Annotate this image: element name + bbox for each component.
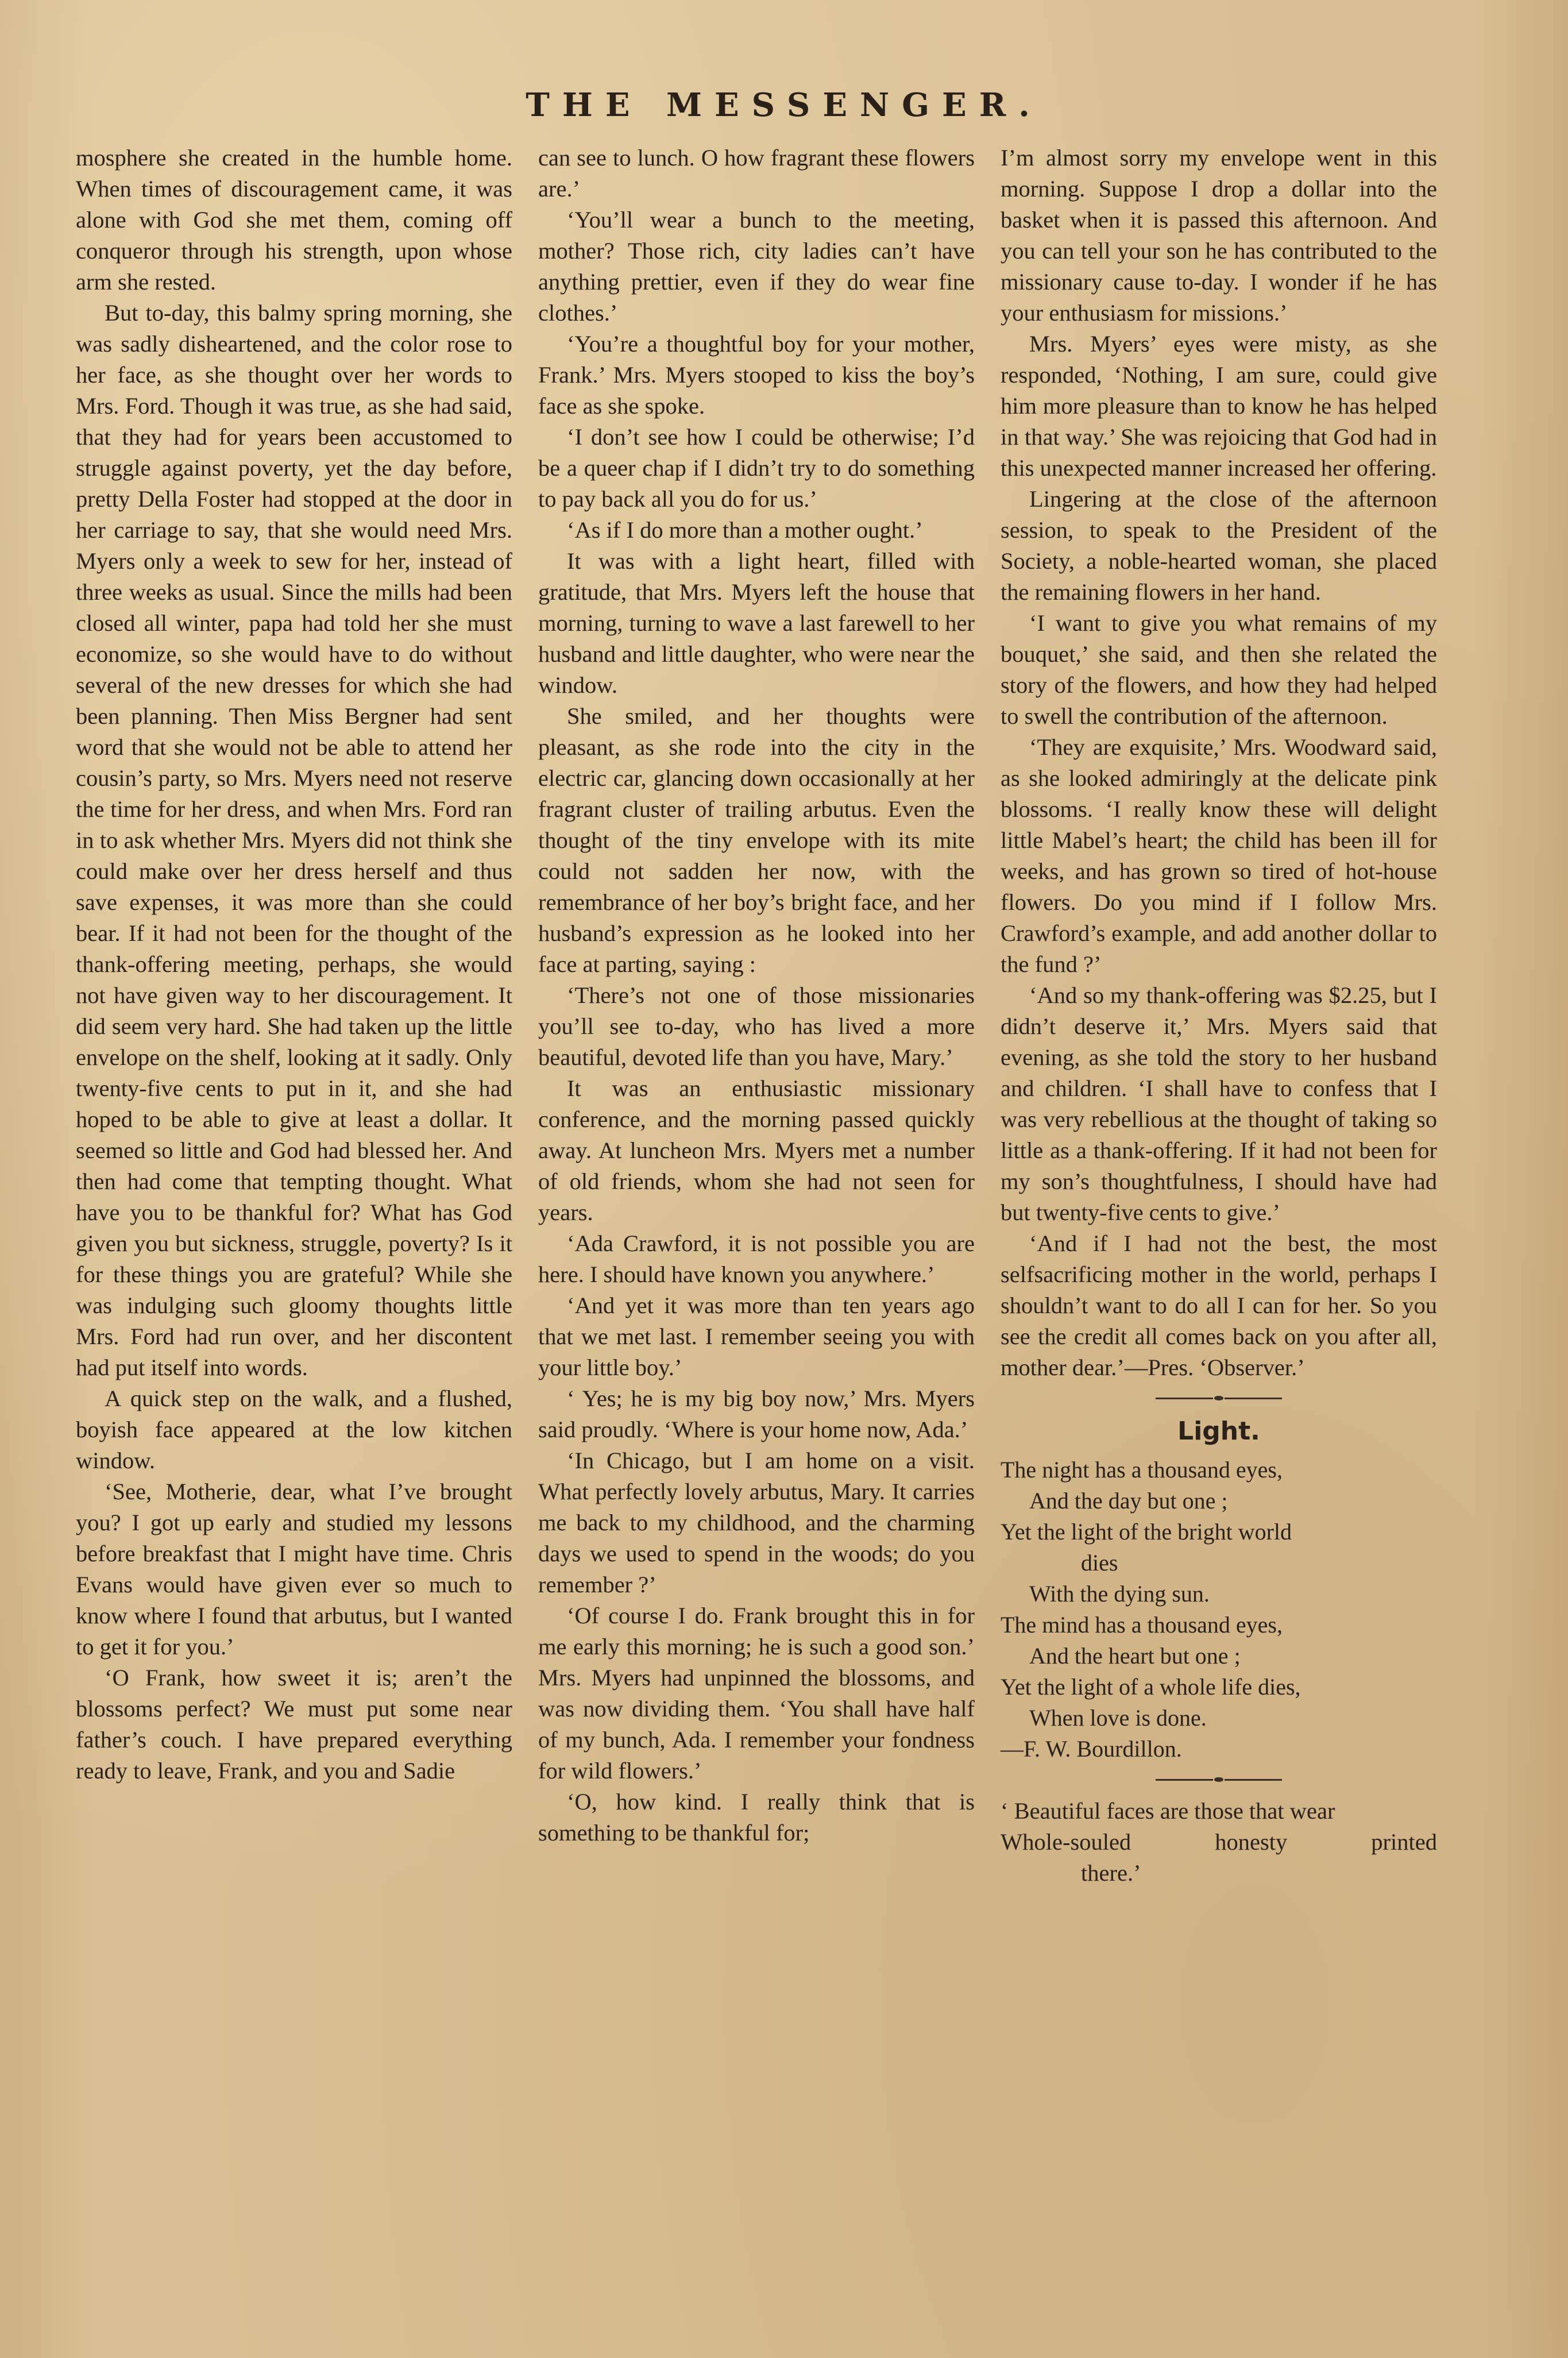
paragraph: mosphere she created in the humble home. When times of discouragement came, it was alone with God she met them, coming off conqueror through his strength, upon whose arm she rested. xyxy=(76,145,512,295)
paragraph: I’m almost sorry my envelope went in this morning. Suppose I drop a dollar into the basket when it is passed this afternoon. And you can tell your son he has contributed to the missionary cause to-day. I wonder if he has your enthusiasm for missions.’ xyxy=(1001,145,1437,326)
paragraph: ‘You’re a thoughtful boy for your mother, Frank.’ Mrs. Myers stooped to kiss the boy’s face as she spoke. xyxy=(538,331,975,419)
paragraph: ‘ Yes; he is my big boy now,’ Mrs. Myers said proudly. ‘Where is your home now, Ada.’ xyxy=(538,1386,975,1442)
column-3-text xyxy=(1001,142,1437,1383)
poem-title: Light. xyxy=(1177,1417,1260,1446)
paragraph: Lingering at the close of the afternoon session, to speak to the President of the Society, a noble-hearted woman, she placed the remaining flowers in her hand. xyxy=(1001,486,1437,605)
section-divider xyxy=(1001,1768,1437,1791)
quote-line: there.’ xyxy=(1081,1860,1141,1886)
poem-line: The mind has a thousand eyes, xyxy=(1001,1612,1283,1638)
paragraph: ‘O, how kind. I really think that is something to be thankful for; xyxy=(538,1789,975,1846)
poem-line: dies xyxy=(1081,1550,1118,1576)
poem-line: With the dying sun. xyxy=(1029,1581,1210,1607)
paragraph: ‘As if I do more than a mother ought.’ xyxy=(567,517,923,543)
paragraph: A quick step on the walk, and a flushed, boyish face appeared at the low kitchen window. xyxy=(76,1386,512,1473)
paragraph: ‘See, Motherie, dear, what I’ve brought you? I got up early and studied my lessons before breakfast that I might have time. Chris Evans would have given ever so much to know where I found that arbutus, but I wanted to get it for you.’ xyxy=(76,1479,512,1660)
poem-line: The night has a thousand eyes, xyxy=(1001,1457,1283,1483)
column-2 xyxy=(538,142,975,2268)
paragraph: She smiled, and her thoughts were pleasant, as she rode into the city in the electric car, glancing down occasionally at her fragrant cluster of trailing arbutus. Even the thought of the tiny envelope with its mite could not sadden her now, with the remembrance of her boy’s bright face, and her husband’s expression as he looked into her face at parting, saying : xyxy=(538,703,975,977)
poem-line: When love is done. xyxy=(1029,1705,1207,1731)
article-columns xyxy=(76,142,1437,2268)
column-1 xyxy=(76,142,512,2268)
paragraph: It was with a light heart, filled with gratitude, that Mrs. Myers left the house that morning, turning to wave a last farewell to her husband and little daughter, who were near the window. xyxy=(538,548,975,698)
quote-line: ‘ Beautiful faces are those that wear xyxy=(1001,1798,1335,1824)
paragraph: ‘And yet it was more than ten years ago that we met last. I remember seeing you with your little boy.’ xyxy=(538,1292,975,1380)
paragraph: Mrs. Myers’ eyes were misty, as she responded, ‘Nothing, I am sure, could give him more pleasure than to know he has helped in that way.’ She was rejoicing that God had in this unexpected manner increased her offering. xyxy=(1001,331,1437,481)
poem-line: And the day but one ; xyxy=(1029,1488,1228,1514)
paragraph: ‘In Chicago, but I am home on a visit. What perfectly lovely arbutus, Mary. It carries me back to my childhood, and the charming days we used to spend in the woods; do you remember ?’ xyxy=(538,1448,975,1597)
masthead: THE MESSENGER. xyxy=(526,86,1042,124)
paragraph: But to-day, this balmy spring morning, she was sadly disheartened, and the color rose to her face, as she thought over her words to Mrs. Ford. Though it was true, as she had said, that they had for years been accustomed to struggle against poverty, yet the day before, pretty Della Foster had stopped at the door in her carriage to say, that she would need Mrs. Myers only a week to sew for her, instead of three weeks as usual. Since the mills had been closed all winter, papa had told her she must economize, so she would have to do without several of the new dresses for which she had been planning. Then Miss Bergner had sent word that she would not be able to attend her cousin’s party, so Mrs. Myers need not reserve the time for her dress, and when Mrs. Ford ran in to ask whether Mrs. Myers did not think she could make over her dress herself and thus save expenses, it was more than she could bear. If it had not been for the thought of the thank-offering meeting, perhaps, she would not have given way to her discouragement. It did seem very hard. She had taken up the little envelope on the shelf, looking at it sadly. Only twenty-five cents to put in it, and she had hoped to be able to give at least a dollar. It seemed so little and God had blessed her. And then had come that tempting thought. What have you to be thankful for? What has God given you but sickness, struggle, poverty? Is it for these things you are grateful? While she was indulging such gloomy thoughts little Mrs. Ford had run over, and her discontent had put itself into words. xyxy=(76,300,512,1380)
paragraph: ‘There’s not one of those missionaries you’ll see to-day, who has lived a more beautiful, devoted life than you have, Mary.’ xyxy=(538,982,975,1070)
poem xyxy=(1001,1454,1437,1765)
poem-line: And the heart but one ; xyxy=(1029,1643,1241,1669)
paragraph: ‘Ada Crawford, it is not possible you are here. I should have known you anywhere.’ xyxy=(538,1230,975,1287)
paragraph: ‘And if I had not the best, the most selfsacrificing mother in the world, perhaps I shouldn’t want to do all I can for her. So you see the credit all comes back on you after all, mother dear.’—Pres. ‘Observer.’ xyxy=(1001,1230,1437,1380)
paragraph: ‘I want to give you what remains of my bouquet,’ she said, and then she related the story of the flowers, and how they had helped to swell the contribution of the afternoon. xyxy=(1001,610,1437,729)
poem-line: Yet the light of a whole life dies, xyxy=(1001,1674,1301,1700)
paragraph: ‘You’ll wear a bunch to the meeting, mother? Those rich, city ladies can’t have anything prettier, even if they do wear fine clothes.’ xyxy=(538,207,975,326)
quote-line: Whole-souled honesty printed xyxy=(1001,1829,1437,1855)
poem-line: Yet the light of the bright world xyxy=(1001,1519,1292,1545)
poem-line: —F. W. Bourdillon. xyxy=(1001,1736,1182,1762)
section-divider xyxy=(1001,1387,1437,1410)
paragraph: ‘I don’t see how I could be otherwise; I’d be a queer chap if I didn’t try to do something to pay back all you do for us.’ xyxy=(538,424,975,512)
column-3 xyxy=(1001,142,1437,2268)
paragraph: ‘Of course I do. Frank brought this in for me early this morning; he is such a good son.’ Mrs. Myers had unpinned the blossoms, and was now dividing them. ‘You shall have half of my bunch, Ada. I remember your fondness for wild flowers.’ xyxy=(538,1603,975,1784)
quote xyxy=(1001,1796,1437,1889)
paragraph: ‘O Frank, how sweet it is; aren’t the blossoms perfect? We must put some near father’s couch. I have prepared everything ready to leave, Frank, and you and Sadie xyxy=(76,1665,512,1784)
paragraph: ‘And so my thank-offering was $2.25, but I didn’t deserve it,’ Mrs. Myers said that evening, as she told the story to her husband and children. ‘I shall have to confess that I was very rebellious at the thought of taking so little as a thank-offering. If it had not been for my son’s thoughtfulness, I should have had but twenty-five cents to give.’ xyxy=(1001,982,1437,1225)
paragraph: can see to lunch. O how fragrant these flowers are.’ xyxy=(538,145,975,202)
paragraph: ‘They are exquisite,’ Mrs. Woodward said, as she looked admiringly at the delicate pink blossoms. ‘I really know these will delight little Mabel’s heart; the child has been ill for weeks, and has grown so tired of hot-house flowers. Do you mind if I follow Mrs. Crawford’s example, and add another dollar to the fund ?’ xyxy=(1001,734,1437,977)
paragraph: It was an enthusiastic missionary conference, and the morning passed quickly away. At luncheon Mrs. Myers met a number of old friends, whom she had not seen for years. xyxy=(538,1075,975,1225)
